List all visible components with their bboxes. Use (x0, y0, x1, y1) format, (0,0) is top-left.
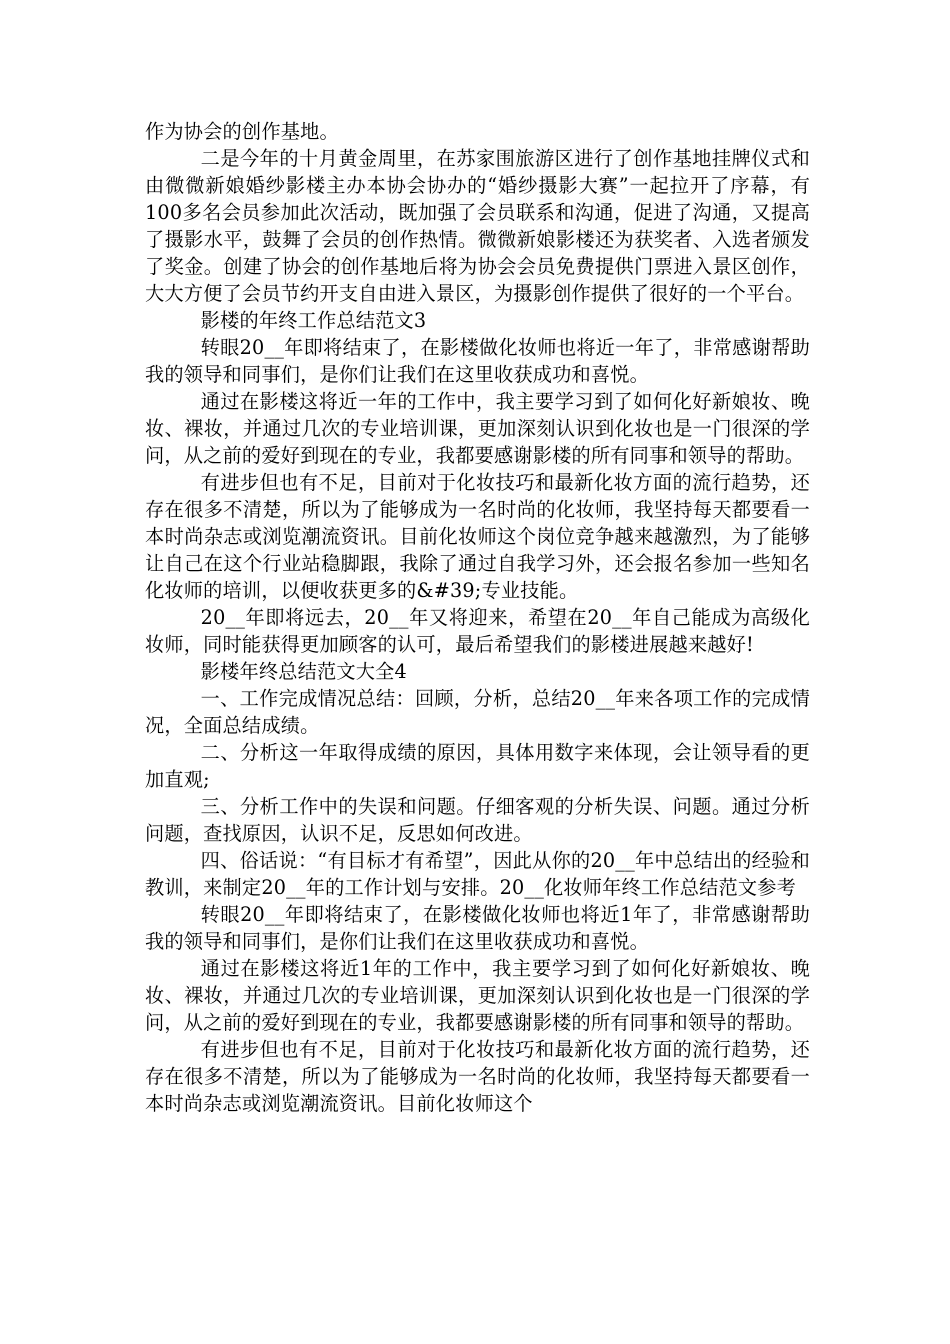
paragraph: 转眼20__年即将结束了，在影楼做化妆师也将近一年了，非常感谢帮助我的领导和同事们，是你们让我们在这里收获成功和喜悦。 (145, 336, 810, 386)
paragraph: 通过在影楼这将近1年的工作中，我主要学习到了如何化好新娘妆、晚妆、裸妆，并通过几次的专业培训课，更加深刻认识到化妆也是一门很深的学问，从之前的爱好到现在的专业，我都要感谢影楼的所有同事和领导的帮助。 (145, 957, 810, 1034)
paragraph: 二、分析这一年取得成绩的原因，具体用数字来体现，会让领导看的更加直观; (145, 741, 810, 791)
paragraph: 通过在影楼这将近一年的工作中，我主要学习到了如何化好新娘妆、晚妆、裸妆，并通过几次的专业培训课，更加深刻认识到化妆也是一门很深的学问，从之前的爱好到现在的专业，我都要感谢影楼的所有同事和领导的帮助。 (145, 390, 810, 467)
section-heading: 影楼年终总结范文大全4 (200, 660, 407, 683)
paragraph: 有进步但也有不足，目前对于化妆技巧和最新化妆方面的流行趋势，还存在很多不清楚，所以为了能够成为一名时尚的化妆师，我坚持每天都要看一本时尚杂志或浏览潮流资讯。目前化妆师这个岗位竞争越来越激烈，为了能够让自己在这个行业站稳脚跟，我除了通过自我学习外，还会报名参加一些知名化妆师的培训，以便收获更多的&#39;专业技能。 (145, 471, 810, 602)
section-heading: 影楼的年终工作总结范文3 (200, 309, 427, 332)
paragraph: 有进步但也有不足，目前对于化妆技巧和最新化妆方面的流行趋势，还存在很多不清楚，所以为了能够成为一名时尚的化妆师，我坚持每天都要看一本时尚杂志或浏览潮流资讯。目前化妆师这个 (145, 1038, 810, 1115)
paragraph: 一、工作完成情况总结：回顾，分析，总结20__年来各项工作的完成情况，全面总结成绩。 (145, 687, 810, 737)
paragraph: 四、俗话说：“有目标才有希望”，因此从你的20__年中总结出的经验和教训，来制定20__年的工作计划与安排。20__化妆师年终工作总结范文参考 (145, 849, 810, 899)
paragraph: 20__年即将远去，20__年又将迎来，希望在20__年自己能成为高级化妆师，同时能获得更加顾客的认可，最后希望我们的影楼进展越来越好! (145, 606, 810, 656)
paragraph: 三、分析工作中的失误和问题。仔细客观的分析失误、问题。通过分析问题，查找原因，认识不足，反思如何改进。 (145, 795, 810, 845)
paragraph: 二是今年的十月黄金周里，在苏家围旅游区进行了创作基地挂牌仪式和由微微新娘婚纱影楼主办本协会协办的“婚纱摄影大赛”一起拉开了序幕，有100多名会员参加此次活动，既加强了会员联系和沟通，促进了沟通，又提高了摄影水平，鼓舞了会员的创作热情。微微新娘影楼还为获奖者、入选者颁发了奖金。创建了协会的创作基地后将为协会会员免费提供门票进入景区创作，大大方便了会员节约开支自由进入景区，为摄影创作提供了很好的一个平台。 (145, 147, 810, 305)
document-page (145, 118, 810, 1117)
paragraph: 转眼20__年即将结束了，在影楼做化妆师也将近1年了，非常感谢帮助我的领导和同事们，是你们让我们在这里收获成功和喜悦。 (145, 903, 810, 953)
paragraph: 作为协会的创作基地。 (145, 120, 339, 143)
